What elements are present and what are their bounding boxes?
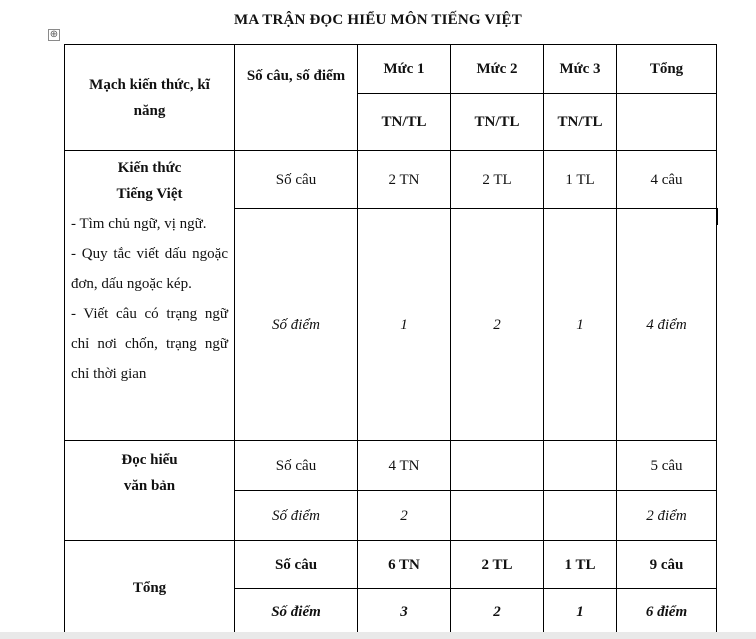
total-count-m1: 6 TN: [358, 541, 451, 589]
total-count-m2: 2 TL: [451, 541, 544, 589]
section1-title-line1: Kiến thức: [117, 160, 182, 176]
header-topic-cell: [65, 45, 235, 151]
section2-count-row: [65, 441, 717, 491]
text-cursor: [717, 208, 718, 225]
document-title: MA TRẬN ĐỌC HIỂU MÔN TIẾNG VIỆT: [234, 12, 522, 28]
section2-title-line2: văn bản: [123, 478, 176, 494]
section2-count-m2: [451, 441, 544, 491]
section1-item: - Tìm chủ ngữ, vị ngữ.: [71, 216, 207, 232]
header-level2: Mức 2: [451, 45, 544, 94]
section2-count-label: Số câu: [235, 441, 358, 491]
section2-points-m1: 2: [358, 491, 451, 541]
total-points-m3: 1: [544, 589, 617, 635]
section2-points-total: 2 điểm: [617, 491, 717, 541]
total-points-m1: 3: [358, 589, 451, 635]
page-bottom-edge: [0, 632, 756, 639]
section1-points-total: 4 điểm: [617, 209, 717, 441]
total-points-m2: 2: [451, 589, 544, 635]
total-count-row: [65, 541, 717, 589]
section1-item-list: [71, 209, 228, 389]
section2-count-m1: 4 TN: [358, 441, 451, 491]
total-points-total: 6 điểm: [617, 589, 717, 635]
total-count-m3: 1 TL: [544, 541, 617, 589]
section1-points-m1: 1: [358, 209, 451, 441]
section1-count-m1: 2 TN: [358, 151, 451, 209]
section1-title-line2: Tiếng Việt: [116, 186, 183, 202]
section1-points-label: Số điểm: [235, 209, 358, 441]
total-points-label: Số điểm: [235, 589, 358, 635]
header-row-top: [65, 45, 717, 94]
header-sub2: TN/TL: [451, 94, 544, 151]
header-total: Tổng: [617, 45, 717, 94]
header-sub1: TN/TL: [358, 94, 451, 151]
section1-count-m3: 1 TL: [544, 151, 617, 209]
reading-matrix-table: [64, 44, 717, 635]
section2-count-m3: [544, 441, 617, 491]
section1-points-m3: 1: [544, 209, 617, 441]
header-count-cell: [235, 45, 358, 151]
section2-title-line1: Đọc hiểu: [121, 452, 178, 468]
header-sub3: TN/TL: [544, 94, 617, 151]
section2-points-m3: [544, 491, 617, 541]
section1-count-row: [65, 151, 717, 209]
header-topic-text: Mạch kiến thức, kĩ năng: [89, 76, 210, 119]
section1-item: - Viết câu có trạng ngữ chỉ nơi chốn, trạng ngữ chỉ thời gian: [71, 306, 228, 382]
section1-count-m2: 2 TL: [451, 151, 544, 209]
header-count-text: Số câu, số điểm: [246, 68, 346, 84]
section1-topic-cell: [65, 151, 235, 441]
section1-count-label: Số câu: [235, 151, 358, 209]
section1-item: - Quy tắc viết dấu ngoặc đơn, dấu ngoặc kép.: [71, 246, 228, 292]
total-topic-cell: Tổng: [65, 541, 235, 635]
total-count-total: 9 câu: [617, 541, 717, 589]
section1-points-m2: 2: [451, 209, 544, 441]
total-count-label: Số câu: [235, 541, 358, 589]
section2-count-total: 5 câu: [617, 441, 717, 491]
table-move-handle-icon[interactable]: ⊕: [49, 29, 59, 40]
section2-points-label: Số điểm: [235, 491, 358, 541]
section2-topic-cell: [65, 441, 235, 541]
header-sub-total: [617, 94, 717, 151]
section1-count-total: 4 câu: [617, 151, 717, 209]
section2-points-m2: [451, 491, 544, 541]
header-level1: Mức 1: [358, 45, 451, 94]
header-level3: Mức 3: [544, 45, 617, 94]
